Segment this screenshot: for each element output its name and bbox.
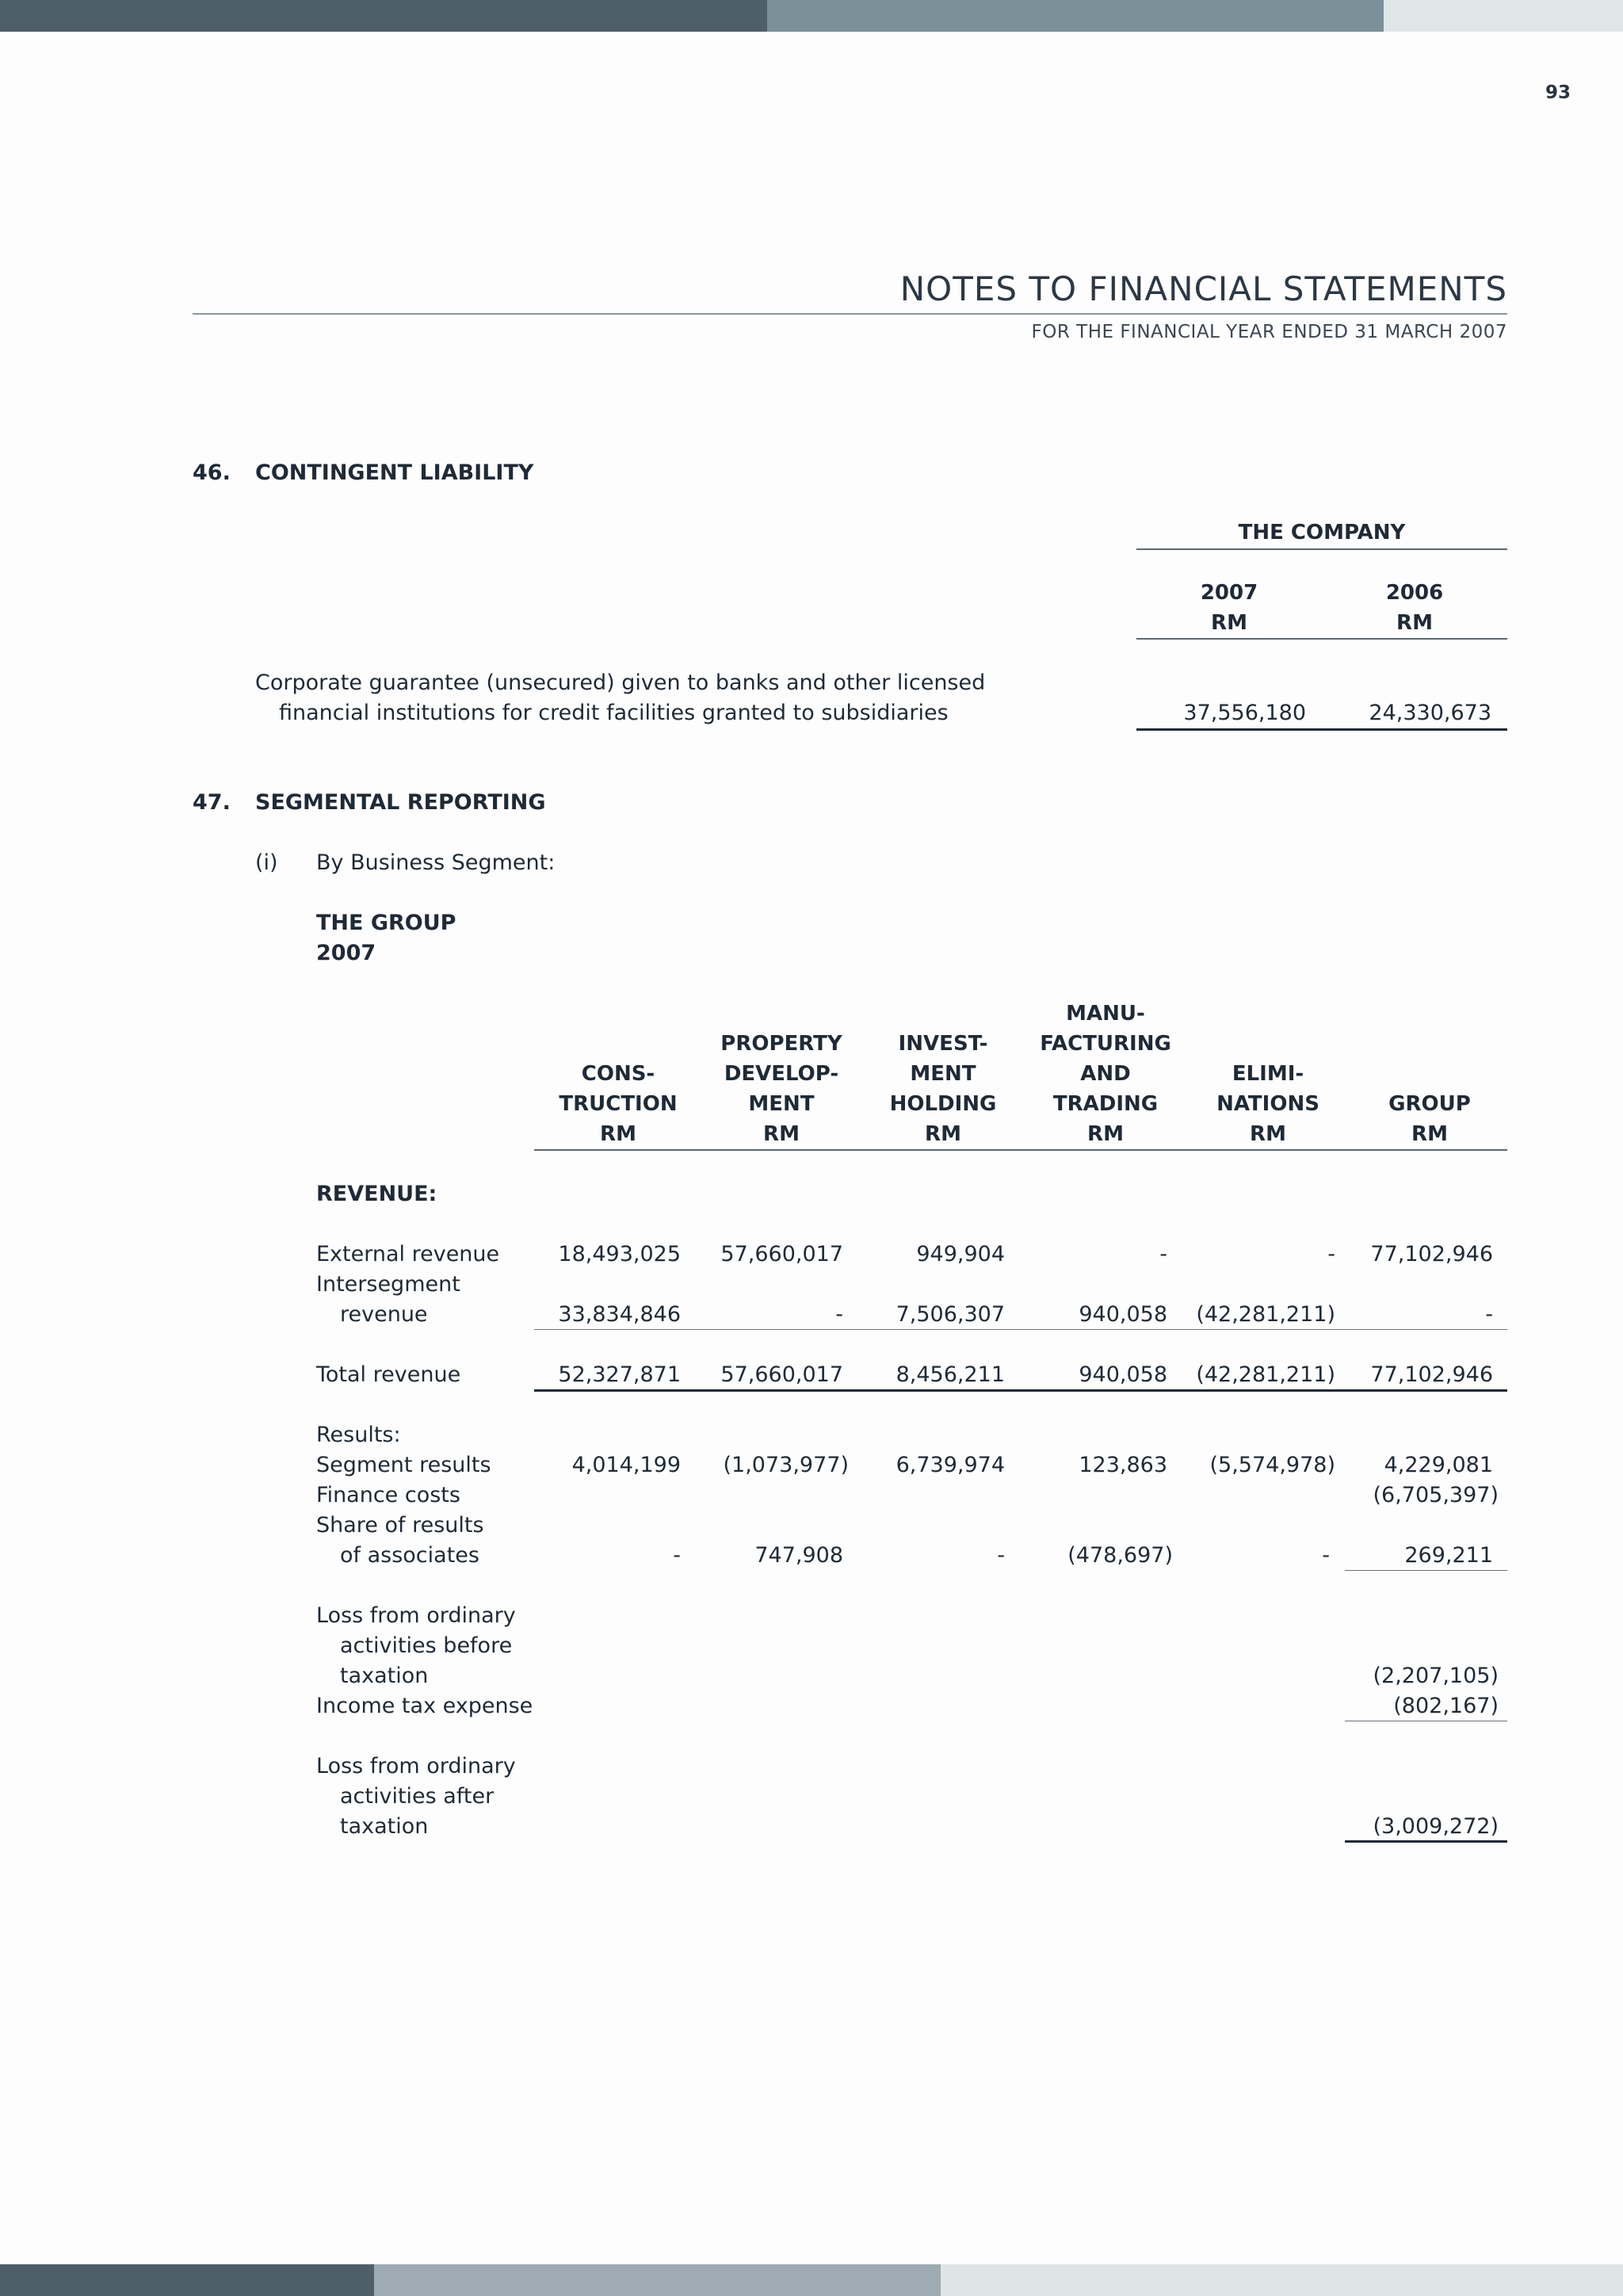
row-label-loss-before-1: Loss from ordinary bbox=[316, 1603, 516, 1628]
note46-title: CONTINGENT LIABILITY bbox=[255, 460, 534, 485]
top-band-mid bbox=[767, 0, 1384, 32]
row-label-total-revenue: Total revenue bbox=[316, 1362, 461, 1387]
cell-value: 57,660,017 bbox=[720, 1242, 843, 1266]
bottom-band-light bbox=[941, 2264, 1623, 2296]
cell-value: 940,058 bbox=[1079, 1362, 1167, 1387]
final-total-rule bbox=[1345, 1840, 1507, 1843]
page-subtitle: FOR THE FINANCIAL YEAR ENDED 31 MARCH 2007 bbox=[1031, 322, 1507, 342]
col-construction-line-3: CONS- bbox=[581, 1062, 655, 1086]
revenue-heading: REVENUE: bbox=[316, 1182, 437, 1206]
year-2006-unit: RM bbox=[1396, 611, 1433, 635]
subsection-marker: (i) bbox=[255, 850, 278, 875]
row-label-share-of-results: Share of results bbox=[316, 1513, 484, 1538]
cell-value: 123,863 bbox=[1079, 1453, 1167, 1477]
subtotal-rule bbox=[534, 1329, 1507, 1330]
row-label-of-associates: of associates bbox=[340, 1543, 479, 1568]
col-investment-line-2: INVEST- bbox=[898, 1032, 988, 1056]
cell-value: (478,697) bbox=[1067, 1543, 1173, 1568]
guarantee-2006-value: 24,330,673 bbox=[1369, 701, 1491, 725]
col-property-line-2: PROPERTY bbox=[720, 1032, 842, 1056]
col-investment-line-3: MENT bbox=[910, 1062, 976, 1086]
cell-value: (5,574,978) bbox=[1209, 1453, 1335, 1477]
cell-value: - bbox=[1322, 1543, 1330, 1568]
company-unit-rule bbox=[1136, 638, 1507, 640]
col-manufacturing-line-1: MANU- bbox=[1066, 1002, 1145, 1026]
col-construction-unit: RM bbox=[600, 1122, 636, 1146]
guarantee-line-1: Corporate guarantee (unsecured) given to banks and other licensed bbox=[255, 670, 986, 695]
cell-value: (42,281,211) bbox=[1196, 1302, 1335, 1327]
cell-value: - bbox=[1485, 1302, 1493, 1327]
top-band-light bbox=[1384, 0, 1623, 32]
cell-value: - bbox=[835, 1302, 843, 1327]
company-heading: THE COMPANY bbox=[1238, 521, 1406, 544]
top-band-dark bbox=[0, 0, 767, 32]
row-label-loss-after-2: activities after bbox=[340, 1784, 495, 1809]
col-group-unit: RM bbox=[1411, 1122, 1448, 1146]
col-manufacturing-line-3: AND bbox=[1080, 1062, 1131, 1086]
guarantee-2007-value: 37,556,180 bbox=[1183, 701, 1306, 725]
cell-value: 57,660,017 bbox=[720, 1362, 843, 1387]
cell-value: (1,073,977) bbox=[723, 1453, 849, 1477]
year-2006-label: 2006 bbox=[1385, 581, 1444, 605]
cell-value: 77,102,946 bbox=[1370, 1242, 1493, 1266]
cell-value: 18,493,025 bbox=[558, 1242, 681, 1266]
col-property-line-3: DEVELOP- bbox=[724, 1062, 839, 1086]
cell-value: 52,327,871 bbox=[558, 1362, 681, 1387]
row-label-income-tax: Income tax expense bbox=[316, 1694, 533, 1718]
subsection-title: By Business Segment: bbox=[316, 850, 556, 875]
row-label-external-revenue: External revenue bbox=[316, 1242, 500, 1266]
cell-value: - bbox=[1327, 1242, 1335, 1266]
col-manufacturing-line-2: FACTURING bbox=[1040, 1032, 1171, 1056]
page-number: 93 bbox=[1545, 82, 1571, 103]
bottom-band-mid bbox=[374, 2264, 941, 2296]
row-label-finance-costs: Finance costs bbox=[316, 1483, 460, 1507]
col-manufacturing-unit: RM bbox=[1087, 1122, 1124, 1146]
column-header-rule bbox=[534, 1149, 1507, 1151]
cell-value: 77,102,946 bbox=[1370, 1362, 1493, 1387]
cell-value: 4,229,081 bbox=[1384, 1453, 1493, 1477]
col-property-unit: RM bbox=[763, 1122, 800, 1146]
cell-value: 4,014,199 bbox=[571, 1453, 681, 1477]
cell-value: (42,281,211) bbox=[1196, 1362, 1335, 1387]
cell-value: (2,207,105) bbox=[1373, 1664, 1499, 1688]
col-manufacturing-line-4: TRADING bbox=[1052, 1092, 1159, 1116]
note47-number: 47. bbox=[193, 790, 231, 815]
cell-value: - bbox=[1159, 1242, 1167, 1266]
results-heading: Results: bbox=[316, 1423, 401, 1447]
cell-value: (6,705,397) bbox=[1373, 1483, 1499, 1507]
row-label-intersegment: Intersegment bbox=[316, 1272, 460, 1297]
group-subtotal-rule bbox=[1345, 1570, 1507, 1571]
cell-value: 33,834,846 bbox=[558, 1302, 681, 1327]
page-title: NOTES TO FINANCIAL STATEMENTS bbox=[899, 269, 1507, 308]
col-investment-line-4: HOLDING bbox=[889, 1092, 997, 1116]
row-label-loss-before-3: taxation bbox=[340, 1664, 429, 1688]
col-eliminations-unit: RM bbox=[1250, 1122, 1286, 1146]
note46-number: 46. bbox=[193, 460, 231, 485]
col-eliminations-line-3: ELIMI- bbox=[1232, 1062, 1304, 1086]
col-construction-line-4: TRUCTION bbox=[559, 1092, 678, 1116]
year-2007-unit: RM bbox=[1211, 611, 1247, 635]
cell-value: 269,211 bbox=[1404, 1543, 1493, 1568]
row-label-loss-before-2: activities before bbox=[340, 1633, 513, 1658]
cell-value: (3,009,272) bbox=[1373, 1814, 1499, 1839]
cell-value: (802,167) bbox=[1393, 1694, 1499, 1718]
note47-title: SEGMENTAL REPORTING bbox=[255, 790, 546, 815]
row-label-loss-after-1: Loss from ordinary bbox=[316, 1754, 516, 1778]
bottom-band-dark bbox=[0, 2264, 374, 2296]
cell-value: - bbox=[997, 1543, 1005, 1568]
group-year: 2007 bbox=[316, 941, 376, 965]
cell-value: - bbox=[673, 1543, 681, 1568]
year-2007-label: 2007 bbox=[1200, 581, 1258, 605]
company-heading-rule bbox=[1136, 548, 1507, 550]
row-label-intersegment-cont: revenue bbox=[340, 1302, 428, 1327]
cell-value: 6,739,974 bbox=[896, 1453, 1005, 1477]
col-property-line-4: MENT bbox=[748, 1092, 815, 1116]
row-label-loss-after-3: taxation bbox=[340, 1814, 429, 1839]
col-group-line-4: GROUP bbox=[1388, 1092, 1471, 1116]
total-rule bbox=[534, 1389, 1507, 1392]
guarantee-line-2: financial institutions for credit facilities granted to subsidiaries bbox=[279, 701, 949, 725]
cell-value: 747,908 bbox=[754, 1543, 843, 1568]
header-divider bbox=[193, 313, 1507, 315]
cell-value: 940,058 bbox=[1079, 1302, 1167, 1327]
cell-value: 7,506,307 bbox=[896, 1302, 1005, 1327]
col-eliminations-line-4: NATIONS bbox=[1216, 1092, 1319, 1116]
cell-value: 8,456,211 bbox=[896, 1362, 1005, 1387]
col-investment-unit: RM bbox=[925, 1122, 961, 1146]
cell-value: 949,904 bbox=[916, 1242, 1005, 1266]
guarantee-total-rule bbox=[1136, 728, 1507, 731]
group-label: THE GROUP bbox=[316, 911, 456, 935]
row-label-segment-results: Segment results bbox=[316, 1453, 491, 1477]
